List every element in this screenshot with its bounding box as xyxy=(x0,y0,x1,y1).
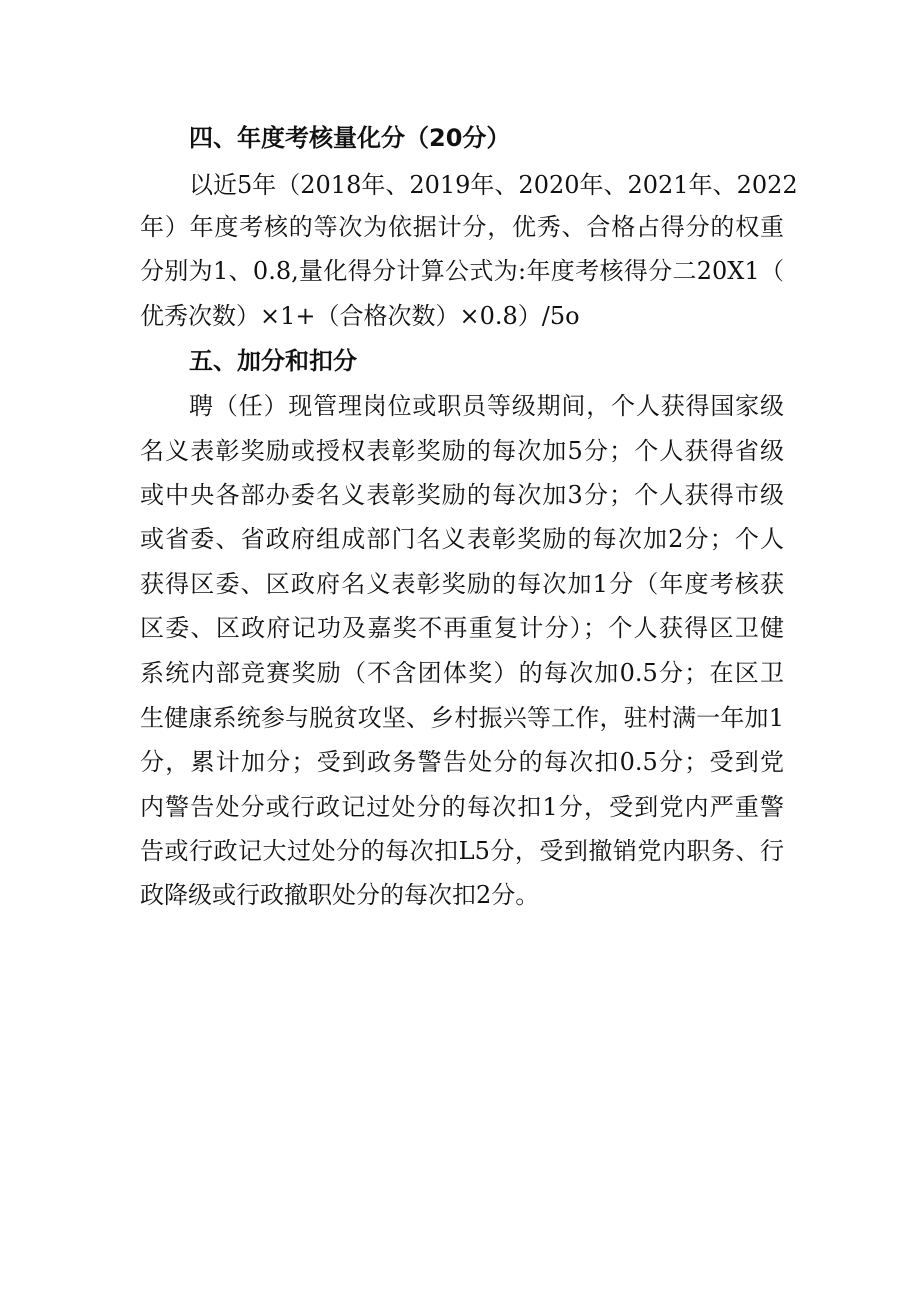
section-4-line-1: 以近5年（2018年、2019年、2020年、2021年、2022 xyxy=(189,171,798,199)
section-4-line-3: 分别为1、0.8,量化得分计算公式为:年度考核得分二20X1（ xyxy=(140,257,784,285)
section-5-line-12: 政降级或行政撤职处分的每次扣2分。 xyxy=(140,881,540,909)
section-5-line-5: 获得区委、区政府名义表彰奖励的每次加1分（年度考核获 xyxy=(140,570,784,598)
section-5-line-3: 或中央各部办委名义表彰奖励的每次加3分；个人获得市级 xyxy=(140,481,784,509)
section-4-line-2: 年）年度考核的等次为依据计分，优秀、合格占得分的权重 xyxy=(140,213,784,241)
section-4-heading: 四、年度考核量化分（20分） xyxy=(189,124,511,152)
section-5-line-2: 名义表彰奖励或授权表彰奖励的每次加5分；个人获得省级 xyxy=(140,437,784,465)
section-5-line-11: 告或行政记大过处分的每次扣L5分，受到撤销党内职务、行 xyxy=(140,837,784,865)
section-5-line-1: 聘（任）现管理岗位或职员等级期间，个人获得国家级 xyxy=(189,392,784,420)
section-4-line-4: 优秀次数）×1+（合格次数）×0.8）/5o xyxy=(140,302,580,330)
section-5-line-8: 生健康系统参与脱贫攻坚、乡村振兴等工作，驻村满一年加1 xyxy=(140,704,784,732)
section-5-heading: 五、加分和扣分 xyxy=(189,347,357,375)
section-5-line-9: 分，累计加分；受到政务警告处分的每次扣0.5分；受到党 xyxy=(140,748,784,776)
section-5-line-6: 区委、区政府记功及嘉奖不再重复计分）；个人获得区卫健 xyxy=(140,614,784,642)
section-5-line-10: 内警告处分或行政记过处分的每次扣1分，受到党内严重警 xyxy=(140,793,784,821)
section-5-line-7: 系统内部竞赛奖励（不含团体奖）的每次加0.5分；在区卫 xyxy=(140,659,784,687)
section-5-line-4: 或省委、省政府组成部门名义表彰奖励的每次加2分；个人 xyxy=(140,525,784,553)
